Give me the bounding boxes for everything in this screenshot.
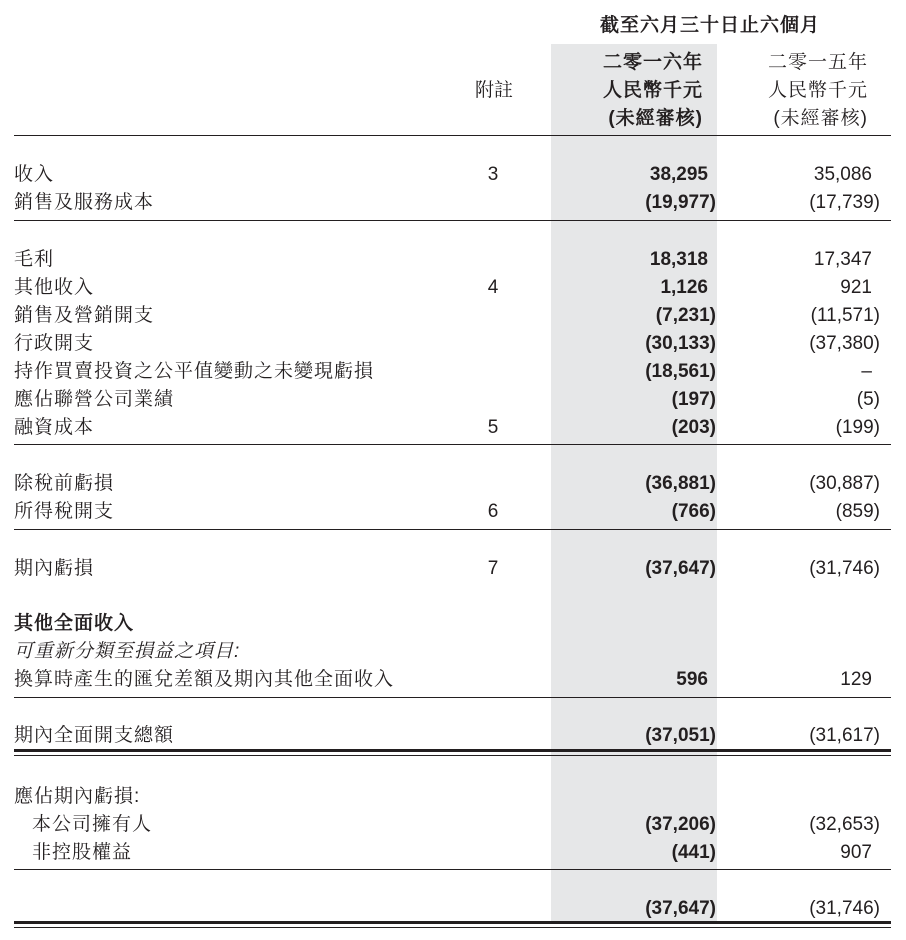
nci-2015: 907 <box>840 842 872 863</box>
period-loss-label: 期內虧損 <box>14 558 95 579</box>
fx-label: 換算時產生的匯兌差額及期內其他全面收入 <box>14 669 395 690</box>
owners-label: 本公司擁有人 <box>32 814 153 835</box>
double-rule-bottom <box>14 755 891 756</box>
cost-2016: (19,977) <box>645 192 716 213</box>
other-income-2015: 921 <box>840 277 872 298</box>
cost-label: 銷售及服務成本 <box>14 192 155 213</box>
other-income-label: 其他收入 <box>14 277 95 298</box>
oci-subtitle: 可重新分類至損益之項目: <box>14 641 241 662</box>
period-loss-2015: (31,746) <box>809 558 880 579</box>
other-income-note: 4 <box>487 277 499 298</box>
revenue-label: 收入 <box>14 164 55 185</box>
finance-label: 融資成本 <box>14 417 95 438</box>
fair-value-label: 持作買賣投資之公平值變動之未變現虧損 <box>14 361 375 382</box>
finance-note: 5 <box>487 417 499 438</box>
col-2015-currency: 人民幣千元 <box>767 80 868 101</box>
divider <box>14 444 891 445</box>
divider <box>14 220 891 221</box>
gross-2016: 18,318 <box>649 249 708 270</box>
admin-2015: (37,380) <box>809 333 880 354</box>
tax-2016: (766) <box>671 501 716 522</box>
double-rule-top <box>14 749 891 752</box>
pretax-label: 除稅前虧損 <box>14 473 115 494</box>
col-2016-year: 二零一六年 <box>602 52 703 73</box>
fx-2015: 129 <box>840 669 872 690</box>
divider <box>14 529 891 530</box>
revenue-2015: 35,086 <box>813 164 872 185</box>
revenue-note: 3 <box>487 164 499 185</box>
divider <box>14 697 891 698</box>
selling-2016: (7,231) <box>655 305 716 326</box>
nci-2016: (441) <box>671 842 716 863</box>
divider <box>14 869 891 870</box>
other-income-2016: 1,126 <box>660 277 708 298</box>
associate-2016: (197) <box>671 389 716 410</box>
col-2015-year: 二零一五年 <box>767 52 868 73</box>
total-expense-label: 期內全面開支總額 <box>14 725 175 746</box>
selling-2015: (11,571) <box>810 305 880 326</box>
tax-note: 6 <box>487 501 499 522</box>
total-expense-2015: (31,617) <box>809 725 880 746</box>
selling-label: 銷售及營銷開支 <box>14 305 155 326</box>
gross-2015: 17,347 <box>813 249 872 270</box>
note-column-header: 附註 <box>475 80 514 101</box>
fair-value-2016: (18,561) <box>645 361 716 382</box>
admin-2016: (30,133) <box>645 333 716 354</box>
final-double-rule-top <box>14 921 891 924</box>
pretax-2015: (30,887) <box>809 473 880 494</box>
tax-label: 所得稅開支 <box>14 501 115 522</box>
associate-2015: (5) <box>856 389 880 410</box>
attrib-total-2015: (31,746) <box>809 898 880 919</box>
col-2015-audit: (未經審核) <box>773 108 868 129</box>
associate-label: 應佔聯營公司業績 <box>14 389 175 410</box>
cost-2015: (17,739) <box>809 192 880 213</box>
col-2016-currency: 人民幣千元 <box>602 80 703 101</box>
oci-title: 其他全面收入 <box>14 613 135 634</box>
owners-2015: (32,653) <box>809 814 880 835</box>
finance-2015: (199) <box>835 417 880 438</box>
tax-2015: (859) <box>835 501 880 522</box>
fair-value-2015: – <box>861 361 872 382</box>
attrib-title: 應佔期內虧損: <box>14 786 141 807</box>
gross-label: 毛利 <box>14 249 55 270</box>
period-loss-2016: (37,647) <box>645 558 716 579</box>
nci-label: 非控股權益 <box>32 842 133 863</box>
revenue-2016: 38,295 <box>649 164 708 185</box>
admin-label: 行政開支 <box>14 333 95 354</box>
header-divider <box>14 135 891 136</box>
period-heading: 截至六月三十日止六個月 <box>600 15 821 36</box>
total-expense-2016: (37,051) <box>645 725 716 746</box>
owners-2016: (37,206) <box>645 814 716 835</box>
col-2016-audit: (未經審核) <box>608 108 703 129</box>
attrib-total-2016: (37,647) <box>645 898 716 919</box>
period-loss-note: 7 <box>487 558 499 579</box>
pretax-2016: (36,881) <box>645 473 716 494</box>
final-double-rule-bottom <box>14 927 891 928</box>
fx-2016: 596 <box>676 669 708 690</box>
finance-2016: (203) <box>671 417 716 438</box>
